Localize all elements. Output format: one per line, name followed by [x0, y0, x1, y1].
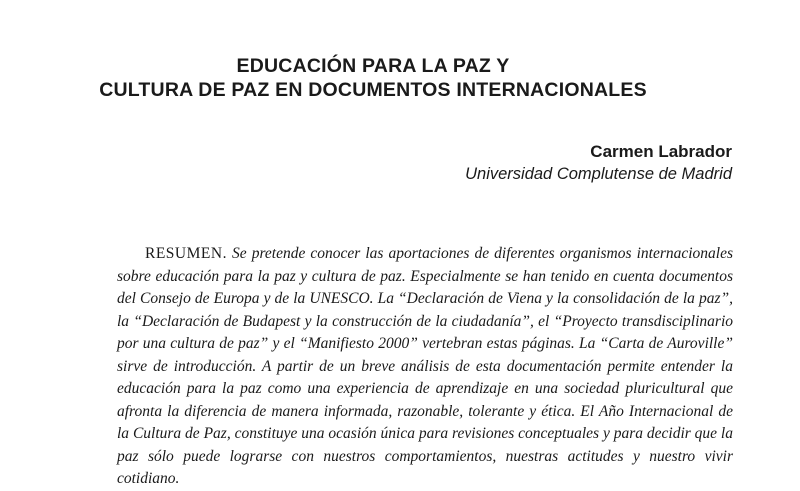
abstract-paragraph	[117, 243, 733, 491]
title-line-1: EDUCACIÓN PARA LA PAZ Y	[236, 55, 510, 77]
abstract-label: RESUMEN.	[145, 245, 227, 262]
abstract-text: Se pretende conocer las aportaciones de diferentes organismos internacionales sobre educación para la paz y cultura de paz. Especialmente se han tenido en cuenta documentos del Consejo de Europa y de la UNESCO. La “Declaración de Viena y la consolidación de la paz”, la “Declaración de Budapest y la construcción de la ciudadanía”, el “Proyecto transdisciplinario por una cultura de paz” y el “Manifiesto 2000” vertebran estas páginas. La “Carta de Auroville” sirve de introducción. A partir de un breve análisis de esta documentación permite entender la educación para la paz como una experiencia de aprendizaje en una sociedad pluricultural que afronta la diferencia de manera informada, razonable, tolerante y ética. El Año Internacional de la Cultura de Paz, constituye una ocasión única para revisiones conceptuales y para decidir que la paz sólo puede lograrse con nuestros comportamientos, nuestras actitudes y nuestro vivir cotidiano.	[117, 245, 734, 487]
author-affiliation: Universidad Complutense de Madrid	[465, 165, 732, 183]
title-line-2: CULTURA DE PAZ EN DOCUMENTOS INTERNACIONALES	[99, 79, 647, 101]
author-name: Carmen Labrador	[590, 142, 732, 161]
